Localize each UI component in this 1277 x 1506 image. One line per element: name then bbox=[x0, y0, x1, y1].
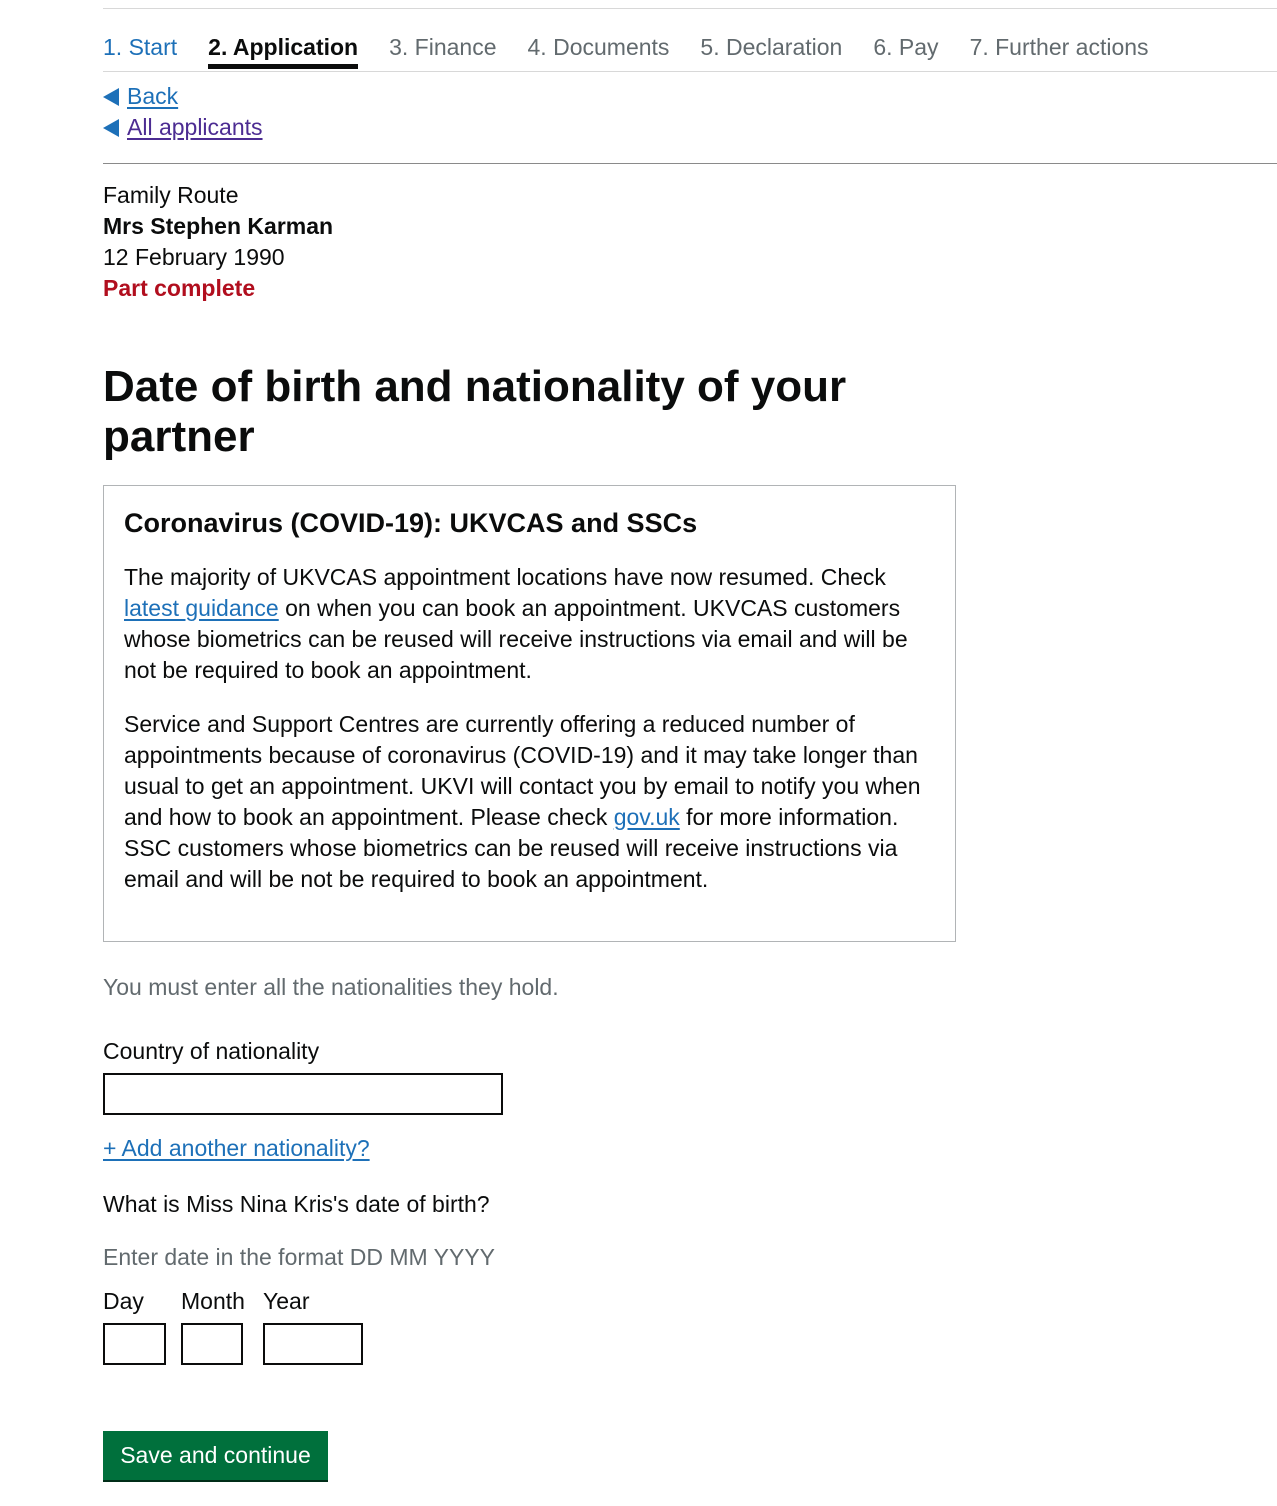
all-applicants-link[interactable] bbox=[103, 112, 263, 143]
page-title: Date of birth and nationality of your partner bbox=[103, 362, 847, 461]
latest-guidance-link[interactable]: latest guidance bbox=[124, 595, 279, 621]
progress-steps bbox=[103, 31, 1180, 71]
back-link[interactable] bbox=[103, 81, 263, 112]
covid-notice bbox=[103, 485, 956, 942]
step-start[interactable]: 1. Start bbox=[103, 34, 178, 60]
applicant-dob: 12 February 1990 bbox=[103, 244, 285, 270]
notice-heading: Coronavirus (COVID-19): UKVCAS and SSCs bbox=[124, 508, 698, 538]
steps-divider bbox=[103, 71, 1277, 72]
notice-text: The majority of UKVCAS appointment locations have now resumed. Check bbox=[124, 564, 886, 590]
notice-text: on when you can book an appointment. UKVCAS customers whose biometrics can be reused will receive instructions via email and will be not be required to book an appointment. bbox=[124, 595, 908, 683]
step-pay: 6. Pay bbox=[873, 34, 939, 60]
back-links bbox=[103, 81, 263, 143]
year-input[interactable] bbox=[263, 1323, 363, 1365]
notice-paragraph-2 bbox=[124, 709, 924, 895]
top-divider bbox=[103, 8, 1277, 9]
step-documents: 4. Documents bbox=[527, 34, 670, 60]
nationality-input[interactable] bbox=[103, 1073, 503, 1115]
step-application: 2. Application bbox=[208, 31, 358, 71]
month-label: Month bbox=[181, 1288, 245, 1314]
day-label: Day bbox=[103, 1288, 144, 1314]
triangle-left-icon bbox=[103, 119, 119, 137]
year-label: Year bbox=[263, 1288, 310, 1314]
application-route: Family Route bbox=[103, 182, 239, 208]
dob-hint: Enter date in the format DD MM YYYY bbox=[103, 1244, 496, 1270]
notice-text: for more information. SSC customers whose biometrics can be reused will receive instructions via email and will be not be required to book an appointment. bbox=[124, 804, 899, 892]
status-badge: Part complete bbox=[103, 275, 256, 301]
save-and-continue-button[interactable]: Save and continue bbox=[103, 1431, 328, 1480]
applicant-name: Mrs Stephen Karman bbox=[103, 213, 334, 239]
nationality-hint: You must enter all the nationalities they hold. bbox=[103, 974, 559, 1000]
step-finance: 3. Finance bbox=[389, 34, 497, 60]
notice-paragraph-1 bbox=[124, 562, 924, 686]
day-input[interactable] bbox=[103, 1323, 166, 1365]
dob-question: What is Miss Nina Kris's date of birth? bbox=[103, 1191, 490, 1217]
triangle-left-icon bbox=[103, 88, 119, 106]
section-divider bbox=[103, 163, 1277, 164]
back-link-label: Back bbox=[127, 83, 179, 109]
step-further-actions: 7. Further actions bbox=[969, 34, 1149, 60]
gov-uk-link[interactable]: gov.uk bbox=[613, 804, 680, 830]
nationality-label: Country of nationality bbox=[103, 1038, 320, 1064]
applicant-summary bbox=[103, 180, 333, 304]
notice-text: Service and Support Centres are currently offering a reduced number of appointments because of coronavirus (COVID-19) and it may take longer than usual to get an appointment. UKVI will contact you by email to notify you when and how to book an appointment. Please check bbox=[124, 711, 921, 830]
step-declaration: 5. Declaration bbox=[700, 34, 843, 60]
month-input[interactable] bbox=[181, 1323, 243, 1365]
all-applicants-label: All applicants bbox=[127, 114, 263, 140]
add-nationality-link[interactable]: + Add another nationality? bbox=[103, 1135, 370, 1161]
